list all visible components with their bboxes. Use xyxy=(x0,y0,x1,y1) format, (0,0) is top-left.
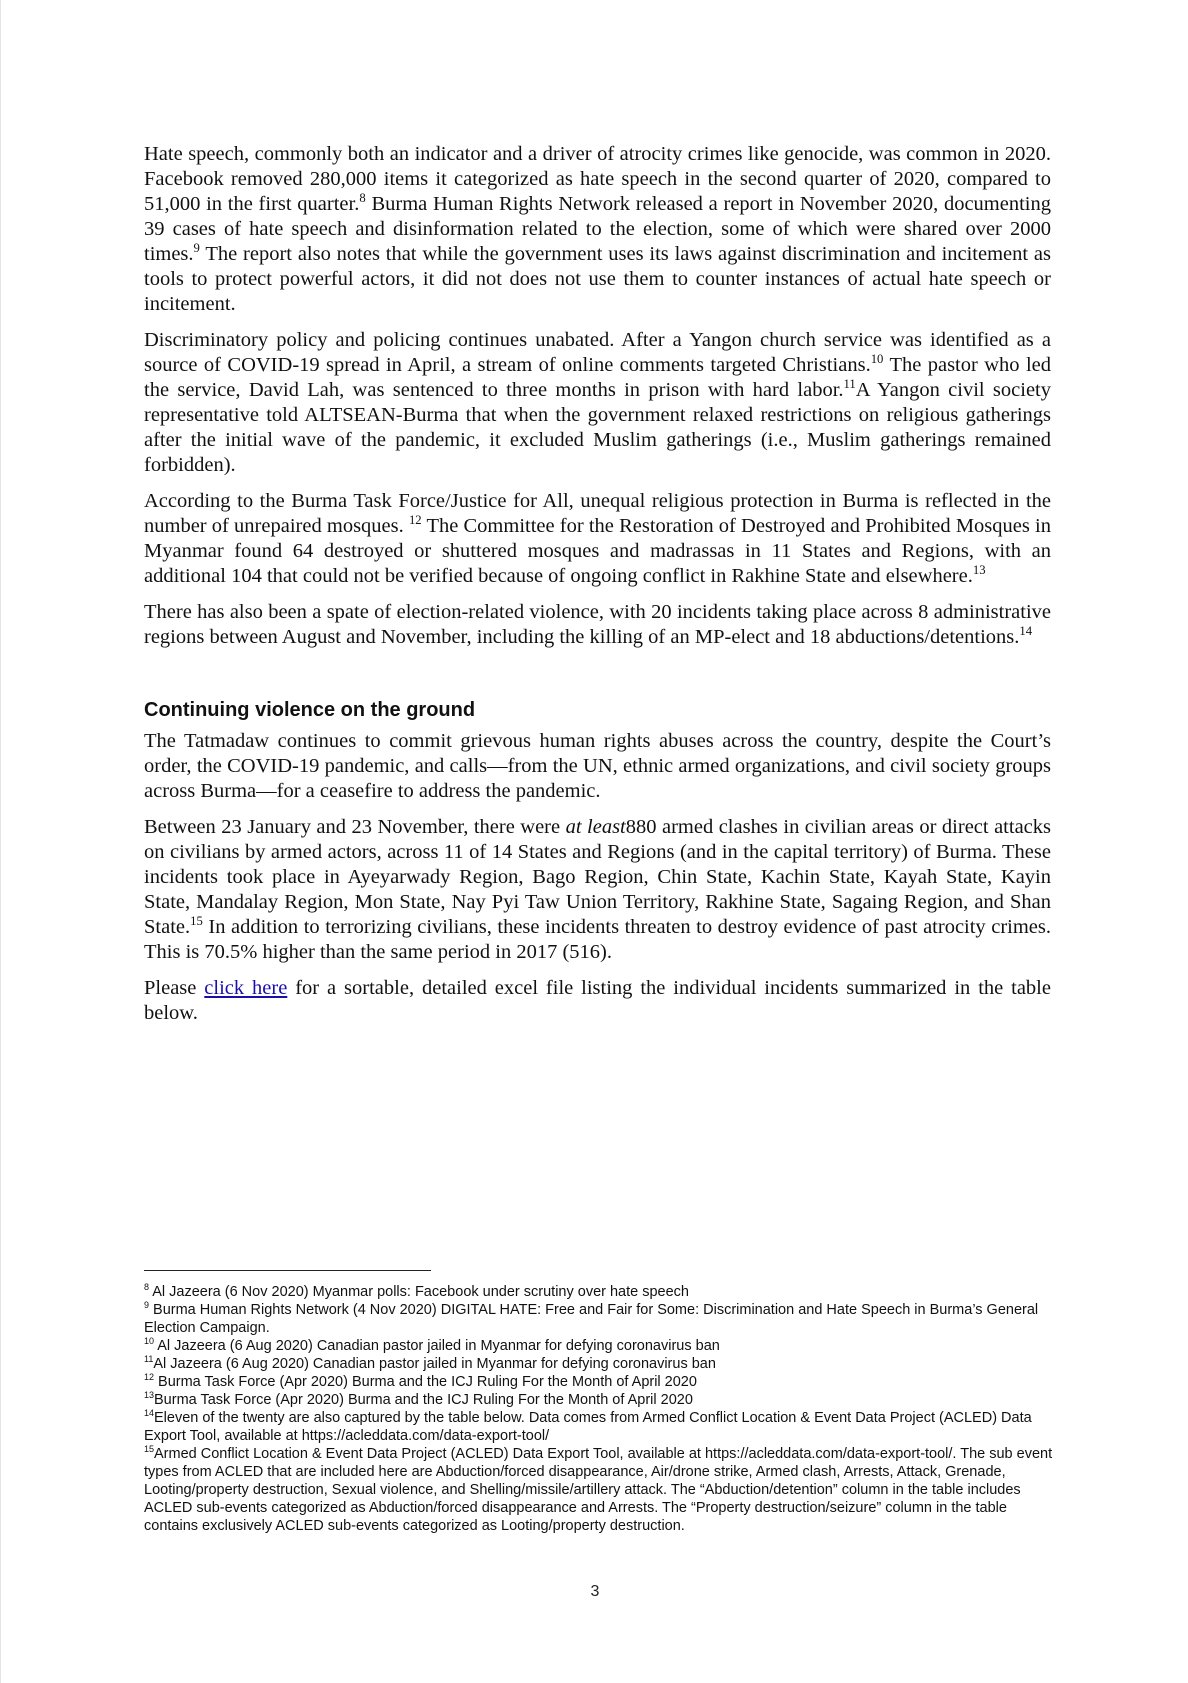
paragraph-text: There has also been a spate of election-related violence, with 20 incidents taking place across 8 administrative regions between August and November, including the killing of an MP-elect and 18 abductions/detentions. xyxy=(144,601,1051,648)
click-here-link[interactable]: click here xyxy=(204,977,288,999)
footnote-number: 11 xyxy=(144,1354,154,1365)
footnote-ref[interactable]: 8 xyxy=(359,191,366,206)
footnote-number: 10 xyxy=(144,1336,154,1347)
footnote-text: Al Jazeera (6 Aug 2020) Canadian pastor jailed in Myanmar for defying coronavirus ban xyxy=(154,1338,720,1354)
paragraph-discriminatory-policy xyxy=(144,328,1051,478)
footnote-text: Eleven of the twenty are also captured by the table below. Data comes from Armed Conflict Location & Event Data Project (ACLED) Data Export Tool, available at https://acleddata.com/data-export-tool/ xyxy=(144,1410,1032,1444)
paragraph-text: A Yangon civil society representative told ALTSEAN-Burma that when the government relaxed restrictions on religious gatherings after the initial wave of the pandemic, it excluded Muslim gatherings (i.e., Muslim gatherings remained forbidden). xyxy=(144,379,1051,476)
section-heading: Continuing violence on the ground xyxy=(144,699,476,721)
footnote-text: Armed Conflict Location & Event Data Project (ACLED) Data Export Tool, available at https://acleddata.com/data-export-tool/. The sub event types from ACLED that are included here are Abduction/forced disappearance, Air/drone strike, Armed clash, Arrests, Attack, Grenade, Looting/property destruction, Sexual violence, and Shelling/missile/artillery attack. The “Abduction/detention” column in the table includes ACLED sub-events categorized as Abduction/forced disappearance and Arrests. The “Property destruction/seizure” column in the table contains exclusively ACLED sub-events categorized as Looting/property destruction. xyxy=(144,1446,1053,1534)
footnote-separator xyxy=(144,1270,431,1271)
footnote-9 xyxy=(144,1301,1054,1337)
footnote-ref[interactable]: 11 xyxy=(843,377,856,392)
emphasis-text: at least xyxy=(565,816,626,838)
footnote-ref[interactable]: 12 xyxy=(408,513,422,528)
footnotes xyxy=(144,1283,1054,1535)
paragraph-text: Between 23 January and 23 November, there were xyxy=(144,816,566,838)
paragraph-click-here xyxy=(144,976,1051,1026)
footnote-number: 12 xyxy=(144,1372,154,1383)
footnote-ref[interactable]: 13 xyxy=(972,563,986,578)
paragraph-text: According to the Burma Task Force/Justice for All, unequal religious protection in Burma is reflected in the number of unrepaired mosques. xyxy=(144,490,1051,537)
paragraph-tatmadaw xyxy=(144,729,1051,804)
footnote-ref[interactable]: 14 xyxy=(1019,624,1033,639)
footnote-14 xyxy=(144,1409,1054,1445)
footnote-text: Burma Task Force (Apr 2020) Burma and the ICJ Ruling For the Month of April 2020 xyxy=(154,1392,693,1408)
paragraph-election-violence xyxy=(144,600,1051,650)
footnote-ref[interactable]: 9 xyxy=(193,241,200,256)
footnote-11 xyxy=(144,1355,1054,1373)
footnote-8 xyxy=(144,1283,1054,1301)
footnote-12 xyxy=(144,1373,1054,1391)
paragraph-text: 880 armed clashes in civilian areas or direct attacks on civilians by armed actors, across 11 of 14 States and Regions (and in the capital territory) of Burma. These incidents took place in Ayeyarwady Region, Bago Region, Chin State, Kachin State, Kayah State, Kayin State, Mandalay Region, Mon State, Nay Pyi Taw Union Territory, Rakhine State, Sagaing Region, and Shan State. xyxy=(144,816,1051,938)
paragraph-text: In addition to terrorizing civilians, these incidents threaten to destroy evidence of past atrocity crimes. This is 70.5% higher than the same period in 2017 (516). xyxy=(144,916,1051,963)
main-content xyxy=(144,142,1051,1037)
paragraph-text: The pastor who led the service, David Lah, was sentenced to three months in prison with hard labor. xyxy=(144,354,1051,401)
paragraph-text: The Tatmadaw continues to commit grievous human rights abuses across the country, despite the Court’s order, the COVID-19 pandemic, and calls—from the UN, ethnic armed organizations, and civil society groups across Burma—for a ceasefire to address the pandemic. xyxy=(144,730,1051,802)
paragraph-text: Please xyxy=(144,977,205,999)
paragraph-text: for a sortable, detailed excel file listing the individual incidents summarized in the table below. xyxy=(144,977,1051,1024)
paragraph-armed-clashes xyxy=(144,815,1051,965)
footnote-10 xyxy=(144,1337,1054,1355)
footnote-15 xyxy=(144,1445,1054,1535)
footnote-text: Burma Human Rights Network (4 Nov 2020) DIGITAL HATE: Free and Fair for Some: Discrimination and Hate Speech in Burma’s General Election Campaign. xyxy=(144,1302,1039,1336)
footnote-text: Al Jazeera (6 Nov 2020) Myanmar polls: Facebook under scrutiny over hate speech xyxy=(149,1284,689,1300)
footnote-text: Burma Task Force (Apr 2020) Burma and the ICJ Ruling For the Month of April 2020 xyxy=(154,1374,697,1390)
footnote-ref[interactable]: 10 xyxy=(870,352,884,367)
paragraph-text: The Committee for the Restoration of Destroyed and Prohibited Mosques in Myanmar found 64 destroyed or shuttered mosques and madrassas in 11 States and Regions, with an additional 104 that could not be verified because of ongoing conflict in Rakhine State and elsewhere. xyxy=(144,515,1051,587)
paragraph-hate-speech xyxy=(144,142,1051,317)
footnote-13 xyxy=(144,1391,1054,1409)
paragraph-text: Hate speech, commonly both an indicator and a driver of atrocity crimes like genocide, was common in 2020. Facebook removed 280,000 items it categorized as hate speech in the second quarter of 2020, compared to 51,000 in the first quarter. xyxy=(144,143,1051,215)
page-number: 3 xyxy=(590,1583,600,1600)
paragraph-text: Discriminatory policy and policing continues unabated. After a Yangon church service was identified as a source of COVID-19 spread in April, a stream of online comments targeted Christians. xyxy=(144,329,1051,376)
paragraph-text: The report also notes that while the government uses its laws against discrimination and incitement as tools to protect powerful actors, it did not does not use them to counter instances of actual hate speech or incitement. xyxy=(144,243,1051,315)
footnote-number: 13 xyxy=(144,1390,154,1401)
footnote-number: 14 xyxy=(144,1408,154,1419)
footnote-ref[interactable]: 15 xyxy=(190,914,203,929)
footnote-number: 8 xyxy=(144,1282,149,1293)
footnote-number: 9 xyxy=(144,1300,149,1311)
paragraph-mosques xyxy=(144,489,1051,589)
paragraph-text: Burma Human Rights Network released a report in November 2020, documenting 39 cases of hate speech and disinformation related to the election, some of which were shared over 2000 times. xyxy=(144,193,1051,265)
footnote-text: Al Jazeera (6 Aug 2020) Canadian pastor jailed in Myanmar for defying coronavirus ban xyxy=(153,1356,716,1372)
footnote-number: 15 xyxy=(144,1444,154,1455)
